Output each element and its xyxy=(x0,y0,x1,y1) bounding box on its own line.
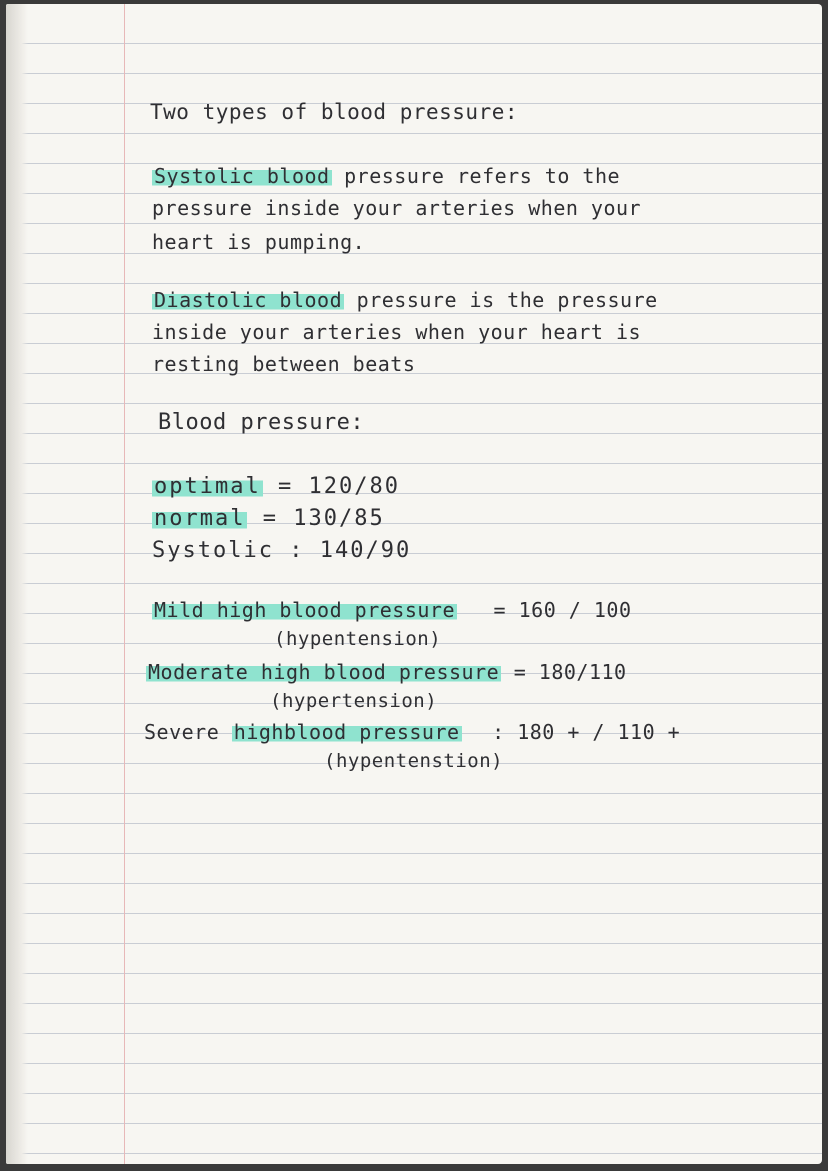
systolic-line-2: pressure inside your arteries when your xyxy=(152,196,642,220)
level-label: normal xyxy=(154,506,246,531)
level-row xyxy=(152,474,400,499)
diastolic-line-1 xyxy=(152,288,658,312)
class-row xyxy=(146,660,627,684)
class-sub: (hypentension) xyxy=(274,628,442,650)
class-sep: : xyxy=(492,720,505,744)
class-row xyxy=(152,598,632,622)
systolic-term: Systolic blood xyxy=(154,164,330,188)
systolic-line-3: heart is pumping. xyxy=(152,230,366,254)
systolic-line-1 xyxy=(152,164,620,188)
class-sub: (hypertension) xyxy=(270,690,438,712)
class-label: Mild high blood pressure xyxy=(154,598,455,622)
systolic-line-1-rest: pressure refers to the xyxy=(344,164,621,188)
level-sep: = xyxy=(262,506,278,531)
diastolic-line-3: resting between beats xyxy=(152,352,416,376)
notebook-page xyxy=(6,4,822,1164)
class-value: 160 / 100 xyxy=(518,598,632,622)
margin-line xyxy=(124,4,125,1164)
class-value: 180/110 xyxy=(538,660,627,684)
level-row xyxy=(152,538,411,563)
class-row xyxy=(144,720,680,744)
level-label: Systolic xyxy=(152,538,274,563)
diastolic-line-1-rest: pressure is the pressure xyxy=(356,288,658,312)
class-label: highblood pressure xyxy=(233,720,460,744)
level-sep: : xyxy=(289,538,305,563)
class-label: Moderate high blood pressure xyxy=(148,660,500,684)
bp-heading: Blood pressure: xyxy=(158,410,365,435)
class-sep: = xyxy=(513,660,527,684)
class-sub: (hypentenstion) xyxy=(324,750,504,772)
level-label: optimal xyxy=(154,474,261,499)
diastolic-term: Diastolic blood xyxy=(154,288,343,312)
class-value: 180 + / 110 + xyxy=(517,720,681,744)
diastolic-line-2: inside your arteries when your heart is xyxy=(152,320,642,344)
class-label-prefix: Severe xyxy=(144,720,220,744)
level-row xyxy=(152,506,385,531)
class-sep: = xyxy=(493,598,507,622)
level-sep: = xyxy=(277,474,294,499)
page-binding xyxy=(6,4,28,1164)
note-title: Two types of blood pressure: xyxy=(150,100,519,124)
level-value: 120/80 xyxy=(308,474,400,499)
level-value: 140/90 xyxy=(319,538,412,563)
level-value: 130/85 xyxy=(293,506,385,531)
